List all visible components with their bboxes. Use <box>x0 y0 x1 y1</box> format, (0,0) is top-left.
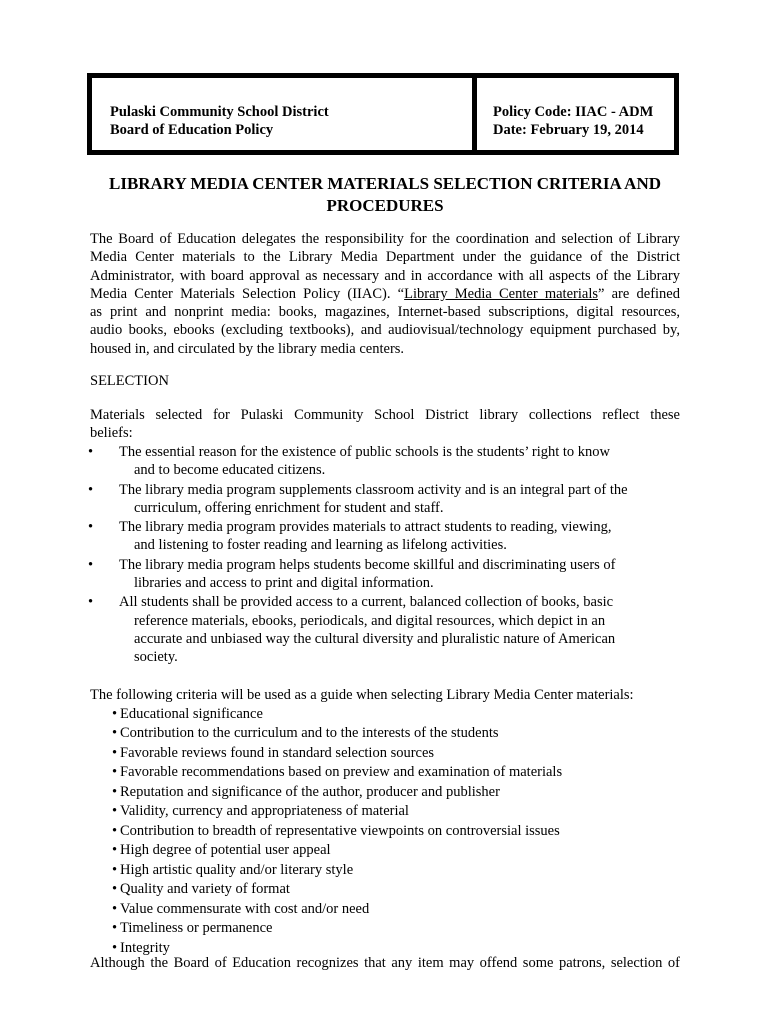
beliefs-list <box>90 443 680 668</box>
document-title <box>90 173 680 217</box>
list-item: • Value commensurate with cost and/or need <box>112 900 370 917</box>
policy-code: Policy Code: IIAC - ADM <box>493 104 654 120</box>
closing-paragraph: Although the Board of Education recognizes that any item may offend some patrons, selection of <box>90 955 680 971</box>
list-item: • High artistic quality and/or literary style <box>112 861 354 878</box>
policy-header-box <box>87 73 679 155</box>
list-item: • The library media program supplements classroom activity and is an integral part of the curriculum, offering enrichment for student and staff. <box>88 481 628 516</box>
list-item: • Contribution to breadth of representative viewpoints on controversial issues <box>112 822 560 839</box>
bullet-icon: • <box>112 822 118 839</box>
intro-line <box>90 285 680 303</box>
beliefs-intro-line: Materials selected for Pulaski Community School District library collections reflect these <box>90 407 680 423</box>
bullet-icon: • <box>112 725 118 742</box>
list-item: • Validity, currency and appropriateness of material <box>112 803 409 820</box>
intro-line: Media Center materials to the Library Media Department under the guidance of the District <box>90 249 680 266</box>
list-item: • Integrity <box>112 939 170 956</box>
list-item: • Favorable reviews found in standard selection sources <box>112 744 435 761</box>
list-item: • Educational significance <box>112 706 263 722</box>
bullet-icon: • <box>112 861 118 878</box>
bullet-icon: • <box>112 939 118 956</box>
list-item: • The library media program helps students become skillful and discriminating users of libraries and access to print and digital information. <box>88 556 616 592</box>
bullet-icon: • <box>112 803 118 820</box>
district-name: Pulaski Community School District <box>110 104 329 120</box>
list-item: • The library media program provides materials to attract students to reading, viewing, and listening to foster reading and learning as lifelong activities. <box>88 519 612 554</box>
list-item: • All students shall be provided access to a current, balanced collection of books, basic reference materials, ebooks, periodicals, and digital resources, which depict in an accurate and unbiased way the cultural diversity and pluralistic nature of American society. <box>88 594 616 666</box>
bullet-icon: • <box>112 744 118 761</box>
list-item: • The essential reason for the existence of public schools is the students’ right to know and to become educated citizens. <box>88 444 611 479</box>
policy-date: Date: February 19, 2014 <box>493 122 644 138</box>
board-policy-label: Board of Education Policy <box>110 122 274 138</box>
intro-line: audio books, ebooks (excluding textbooks), and audiovisual/technology equipment purchased by, <box>90 322 680 339</box>
list-item: • Contribution to the curriculum and to the interests of the students <box>112 725 499 742</box>
intro-paragraph <box>90 230 680 358</box>
bullet-icon: • <box>112 842 118 859</box>
beliefs-intro-line: beliefs: <box>90 425 133 442</box>
bullet-icon: • <box>88 519 94 536</box>
title-line-1: LIBRARY MEDIA CENTER MATERIALS SELECTION CRITERIA AND <box>108 174 661 193</box>
intro-line: The Board of Education delegates the responsibility for the coordination and selection of Library <box>90 231 680 247</box>
list-item: • Timeliness or permanence <box>112 920 273 937</box>
bullet-icon: • <box>112 920 118 937</box>
list-item: • Quality and variety of format <box>112 881 290 898</box>
selection-heading: SELECTION <box>90 373 169 389</box>
list-item: • Reputation and significance of the author, producer and publisher <box>112 783 500 800</box>
header-left-cell <box>92 78 477 150</box>
intro-line: Administrator, with board approval as necessary and in accordance with all aspects of the Library <box>90 267 680 284</box>
intro-line: as print and nonprint media: books, magazines, Internet-based subscriptions, digital resources, <box>90 304 680 321</box>
header-right-cell <box>477 78 674 150</box>
criteria-list <box>90 705 680 958</box>
beliefs-intro <box>90 406 680 443</box>
list-item: • High degree of potential user appeal <box>112 842 331 859</box>
list-item: • Favorable recommendations based on preview and examination of materials <box>112 764 563 781</box>
bullet-icon: • <box>88 594 94 611</box>
intro-line: housed in, and circulated by the library media centers. <box>90 340 405 357</box>
defined-term: Library Media Center materials <box>404 285 598 302</box>
title-line-2: PROCEDURES <box>326 196 444 215</box>
bullet-icon: • <box>112 881 118 898</box>
bullet-icon: • <box>112 706 118 722</box>
bullet-icon: • <box>112 764 118 781</box>
intro-text: Media Center Materials Selection Policy (IIAC). “ <box>90 285 405 302</box>
criteria-intro: The following criteria will be used as a guide when selecting Library Media Center materials: <box>90 687 634 703</box>
bullet-icon: • <box>112 783 118 800</box>
intro-text: ” are defined <box>598 285 680 302</box>
bullet-icon: • <box>88 556 94 573</box>
bullet-icon: • <box>112 900 118 917</box>
bullet-icon: • <box>88 481 94 498</box>
bullet-icon: • <box>88 444 94 460</box>
